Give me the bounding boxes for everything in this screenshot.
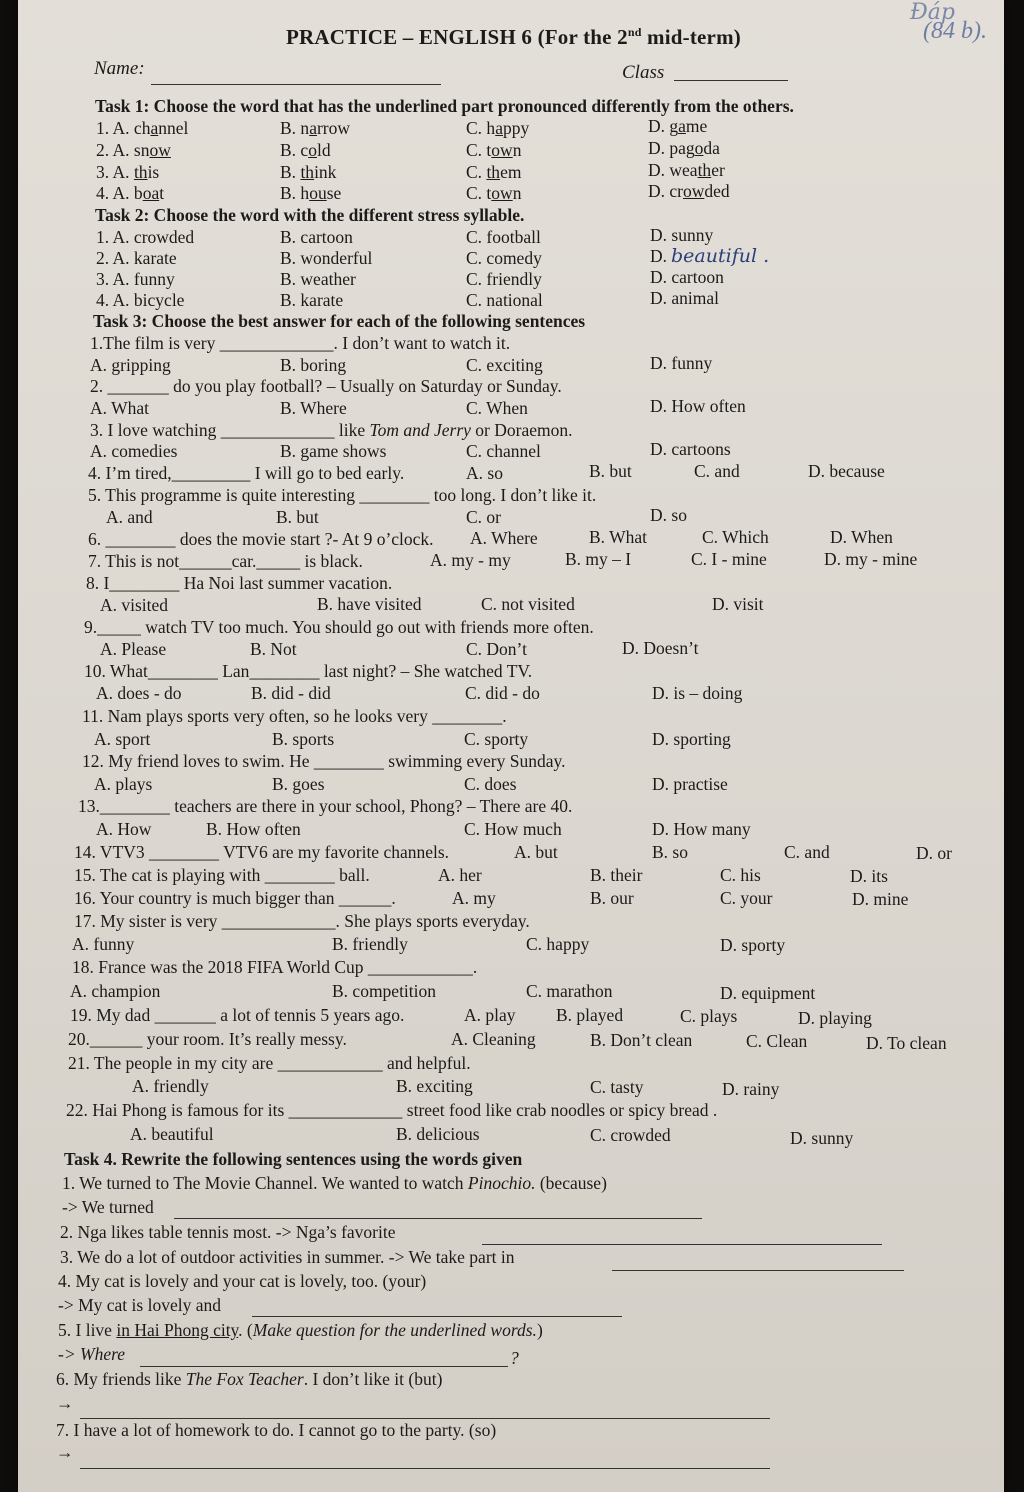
q12-option-b[interactable]: B. goes bbox=[272, 774, 325, 794]
question-13: 13.________ teachers are there in your school, Phong? – There are 40. bbox=[78, 796, 573, 816]
q11-option-d[interactable]: D. sporting bbox=[652, 729, 731, 749]
t2-q3-option-a[interactable]: 3. A. funny bbox=[96, 269, 175, 289]
q6-option-c[interactable]: C. Which bbox=[702, 527, 769, 547]
task1-heading: Task 1: Choose the word that has the underlined part pronounced differently from the others. bbox=[95, 96, 794, 116]
q16-option-d[interactable]: D. mine bbox=[852, 889, 909, 909]
rewrite-3-prompt: 3. We do a lot of outdoor activities in summer. -> We take part in bbox=[60, 1247, 515, 1267]
q21-option-b[interactable]: B. exciting bbox=[396, 1076, 473, 1096]
page-title: PRACTICE – ENGLISH 6 (For the 2nd mid-term) bbox=[286, 25, 741, 49]
q19-option-a[interactable]: A. play bbox=[464, 1005, 516, 1025]
q11-option-c[interactable]: C. sporty bbox=[464, 729, 529, 749]
t1-q3-option-c[interactable]: C. them bbox=[466, 162, 522, 182]
t1-q1-option-b[interactable]: B. narrow bbox=[280, 118, 351, 138]
t2-q1-option-d[interactable]: D. sunny bbox=[650, 225, 714, 245]
q7-option-b[interactable]: B. my – I bbox=[565, 549, 632, 569]
q14-option-a[interactable]: A. but bbox=[514, 842, 558, 862]
q15-option-b[interactable]: B. their bbox=[590, 865, 643, 885]
q10-option-c[interactable]: C. did - do bbox=[465, 683, 540, 703]
handwritten-note: Đáp bbox=[910, 0, 955, 25]
question-20: 20.______ your room. It’s really messy. bbox=[68, 1029, 347, 1049]
q18-option-a[interactable]: A. champion bbox=[70, 981, 161, 1001]
q4-option-c[interactable]: C. and bbox=[694, 461, 740, 481]
q9-option-d[interactable]: D. Doesn’t bbox=[622, 638, 699, 658]
q3-option-b[interactable]: B. game shows bbox=[280, 441, 387, 461]
q12-option-a[interactable]: A. plays bbox=[94, 774, 153, 794]
q2-option-a[interactable]: A. What bbox=[90, 398, 149, 418]
rewrite-5-end: ? bbox=[510, 1348, 519, 1368]
rewrite-7-arrow: → bbox=[56, 1442, 74, 1462]
q14-option-b[interactable]: B. so bbox=[652, 842, 688, 862]
background-left bbox=[0, 0, 18, 1492]
q15-option-c[interactable]: C. his bbox=[720, 865, 761, 885]
question-7: 7. This is not______car._____ is black. bbox=[88, 551, 363, 571]
q7-option-a[interactable]: A. my - my bbox=[430, 550, 511, 570]
rewrite-3-answer-line[interactable] bbox=[612, 1270, 904, 1271]
rewrite-5-start: -> Where bbox=[58, 1344, 126, 1364]
t2-q4-option-d[interactable]: D. animal bbox=[650, 288, 720, 308]
q3-option-d[interactable]: D. cartoons bbox=[650, 439, 731, 459]
t2-q1-option-a[interactable]: 1. A. crowded bbox=[96, 227, 195, 247]
question-12: 12. My friend loves to swim. He ________ swimming every Sunday. bbox=[82, 751, 566, 771]
q4-option-a[interactable]: A. so bbox=[466, 463, 503, 483]
question-22: 22. Hai Phong is famous for its _____________ street food like crab noodles or spicy bread . bbox=[66, 1100, 718, 1120]
q18-option-c[interactable]: C. marathon bbox=[526, 981, 613, 1001]
q9-option-a[interactable]: A. Please bbox=[100, 639, 167, 659]
question-3: 3. I love watching _____________ like Tom and Jerry or Doraemon. bbox=[90, 420, 573, 440]
q17-option-c[interactable]: C. happy bbox=[526, 934, 590, 954]
q17-option-b[interactable]: B. friendly bbox=[332, 934, 408, 954]
q13-option-a[interactable]: A. How bbox=[96, 819, 152, 839]
q11-option-b[interactable]: B. sports bbox=[272, 729, 335, 749]
rewrite-1-start: -> We turned bbox=[62, 1197, 154, 1217]
rewrite-6-prompt: 6. My friends like The Fox Teacher. I don’t like it (but) bbox=[56, 1369, 443, 1389]
q15-option-a[interactable]: A. her bbox=[438, 865, 482, 885]
t2-q3-option-c[interactable]: C. friendly bbox=[466, 269, 542, 289]
q15-option-d[interactable]: D. its bbox=[850, 866, 888, 886]
q20-option-c[interactable]: C. Clean bbox=[746, 1031, 808, 1051]
t1-q4-option-b[interactable]: B. house bbox=[280, 183, 342, 203]
q5-option-c[interactable]: C. or bbox=[466, 507, 501, 527]
rewrite-6-answer-line[interactable] bbox=[80, 1418, 770, 1419]
q21-option-c[interactable]: C. tasty bbox=[590, 1077, 644, 1097]
q22-option-c[interactable]: C. crowded bbox=[590, 1125, 671, 1145]
q16-option-c[interactable]: C. your bbox=[720, 888, 773, 908]
t1-q2-option-b[interactable]: B. cold bbox=[280, 140, 331, 160]
t2-q4-option-b[interactable]: B. karate bbox=[280, 290, 344, 310]
question-16: 16. Your country is much bigger than ______. bbox=[74, 888, 396, 908]
handwritten-answer: beautiful . bbox=[671, 245, 770, 267]
t1-q4-option-d[interactable]: D. crowded bbox=[648, 181, 730, 201]
question-19: 19. My dad _______ a lot of tennis 5 years ago. bbox=[70, 1005, 405, 1025]
question-11: 11. Nam plays sports very often, so he looks very ________. bbox=[82, 706, 507, 726]
t1-q1-option-d[interactable]: D. game bbox=[648, 116, 708, 136]
q21-option-d[interactable]: D. rainy bbox=[722, 1079, 780, 1099]
t1-q3-option-d[interactable]: D. weather bbox=[648, 160, 725, 180]
t2-q2-option-c[interactable]: C. comedy bbox=[466, 248, 542, 268]
q20-option-a[interactable]: A. Cleaning bbox=[451, 1029, 536, 1049]
class-field[interactable] bbox=[674, 80, 788, 81]
t2-q1-option-b[interactable]: B. cartoon bbox=[280, 227, 353, 247]
q13-option-b[interactable]: B. How often bbox=[206, 819, 301, 839]
question-15: 15. The cat is playing with ________ ball. bbox=[74, 865, 370, 885]
q6-option-a[interactable]: A. Where bbox=[470, 528, 538, 548]
question-5: 5. This programme is quite interesting ________ too long. I don’t like it. bbox=[88, 485, 597, 505]
rewrite-2-answer-line[interactable] bbox=[482, 1244, 882, 1245]
q17-option-d[interactable]: D. sporty bbox=[720, 935, 786, 955]
q11-option-a[interactable]: A. sport bbox=[94, 729, 151, 749]
q2-option-b[interactable]: B. Where bbox=[280, 398, 347, 418]
q22-option-b[interactable]: B. delicious bbox=[396, 1124, 480, 1144]
rewrite-1-prompt: 1. We turned to The Movie Channel. We wanted to watch Pinochio. (because) bbox=[62, 1173, 607, 1193]
question-10: 10. What________ Lan________ last night? – She watched TV. bbox=[84, 661, 533, 681]
question-21: 21. The people in my city are ____________ and helpful. bbox=[68, 1053, 471, 1073]
rewrite-7-answer-line[interactable] bbox=[80, 1468, 770, 1469]
t2-q1-option-c[interactable]: C. football bbox=[466, 227, 541, 247]
q16-option-a[interactable]: A. my bbox=[452, 888, 496, 908]
q5-option-a[interactable]: A. and bbox=[106, 507, 153, 527]
q10-option-d[interactable]: D. is – doing bbox=[652, 683, 743, 703]
task2-heading: Task 2: Choose the word with the different stress syllable. bbox=[95, 205, 525, 225]
t2-q3-option-b[interactable]: B. weather bbox=[280, 269, 356, 289]
q16-option-b[interactable]: B. our bbox=[590, 888, 634, 908]
t1-q2-option-d[interactable]: D. pagoda bbox=[648, 138, 720, 158]
q14-option-d[interactable]: D. or bbox=[916, 843, 952, 863]
t1-q3-option-b[interactable]: B. think bbox=[280, 162, 337, 182]
question-8: 8. I________ Ha Noi last summer vacation. bbox=[86, 573, 393, 593]
q6-option-b[interactable]: B. What bbox=[589, 527, 648, 547]
q7-option-d[interactable]: D. my - mine bbox=[824, 549, 918, 569]
question-17: 17. My sister is very _____________. She plays sports everyday. bbox=[74, 911, 530, 931]
q18-option-d[interactable]: D. equipment bbox=[720, 983, 816, 1003]
q14-option-c[interactable]: C. and bbox=[784, 842, 830, 862]
q9-option-b[interactable]: B. Not bbox=[250, 639, 297, 659]
rewrite-4-prompt: 4. My cat is lovely and your cat is lovely, too. (your) bbox=[58, 1271, 427, 1291]
rewrite-7-prompt: 7. I have a lot of homework to do. I cannot go to the party. (so) bbox=[56, 1420, 497, 1440]
q8-option-c[interactable]: C. not visited bbox=[481, 594, 575, 614]
t1-q2-option-c[interactable]: C. town bbox=[466, 140, 522, 160]
t2-q4-option-c[interactable]: C. national bbox=[466, 290, 543, 310]
q2-option-c[interactable]: C. When bbox=[466, 398, 528, 418]
question-6: 6. ________ does the movie start ?- At 9 o’clock. bbox=[88, 529, 434, 549]
question-9: 9._____ watch TV too much. You should go out with friends more often. bbox=[84, 617, 594, 637]
q5-option-b[interactable]: B. but bbox=[276, 507, 319, 527]
q20-option-d[interactable]: D. To clean bbox=[866, 1033, 947, 1053]
q18-option-b[interactable]: B. competition bbox=[332, 981, 437, 1001]
t1-q4-option-a[interactable]: 4. A. boat bbox=[96, 183, 165, 203]
q3-option-c[interactable]: C. channel bbox=[466, 441, 541, 461]
q19-option-b[interactable]: B. played bbox=[556, 1005, 624, 1025]
rewrite-4-start: -> My cat is lovely and bbox=[58, 1295, 221, 1315]
name-label: Name: bbox=[94, 58, 145, 79]
q12-option-c[interactable]: C. does bbox=[464, 774, 517, 794]
q1-option-a[interactable]: A. gripping bbox=[90, 355, 171, 375]
q5-option-d[interactable]: D. so bbox=[650, 505, 687, 525]
task4-heading: Task 4. Rewrite the following sentences using the words given bbox=[64, 1149, 523, 1169]
q13-option-d[interactable]: D. How many bbox=[652, 819, 751, 839]
worksheet-paper bbox=[18, 0, 1004, 1492]
rewrite-6-arrow: → bbox=[56, 1393, 74, 1413]
t1-q1-option-a[interactable]: 1. A. channel bbox=[96, 118, 189, 138]
name-field[interactable] bbox=[151, 84, 441, 85]
q22-option-d[interactable]: D. sunny bbox=[790, 1128, 854, 1148]
q13-option-c[interactable]: C. How much bbox=[464, 819, 562, 839]
q9-option-c[interactable]: C. Don’t bbox=[466, 639, 527, 659]
q17-option-a[interactable]: A. funny bbox=[72, 934, 135, 954]
q22-option-a[interactable]: A. beautiful bbox=[130, 1124, 214, 1144]
q8-option-b[interactable]: B. have visited bbox=[317, 594, 422, 614]
question-14: 14. VTV3 ________ VTV6 are my favorite channels. bbox=[74, 842, 450, 862]
q2-option-d[interactable]: D. How often bbox=[650, 396, 746, 416]
q4-option-d[interactable]: D. because bbox=[808, 461, 885, 481]
q10-option-a[interactable]: A. does - do bbox=[96, 683, 182, 703]
handwritten-code: (84 b). bbox=[923, 18, 987, 44]
t1-q2-option-a[interactable]: 2. A. snow bbox=[96, 140, 171, 160]
rewrite-5-prompt: 5. I live in Hai Phong city. (Make question for the underlined words.) bbox=[58, 1320, 543, 1340]
background-right bbox=[1004, 0, 1024, 1492]
t1-q1-option-c[interactable]: C. happy bbox=[466, 118, 530, 138]
t1-q4-option-c[interactable]: C. town bbox=[466, 183, 522, 203]
q1-option-c[interactable]: C. exciting bbox=[466, 355, 543, 375]
q21-option-a[interactable]: A. friendly bbox=[132, 1076, 209, 1096]
question-4: 4. I’m tired,_________ I will go to bed early. bbox=[88, 463, 405, 483]
q1-option-d[interactable]: D. funny bbox=[650, 353, 713, 373]
t2-q2-option-b[interactable]: B. wonderful bbox=[280, 248, 373, 268]
t2-q2-option-d[interactable]: D. beautiful . bbox=[650, 245, 770, 267]
t2-q2-option-a[interactable]: 2. A. karate bbox=[96, 248, 177, 268]
question-2: 2. _______ do you play football? – Usually on Saturday or Sunday. bbox=[90, 376, 562, 396]
t2-q4-option-a[interactable]: 4. A. bicycle bbox=[96, 290, 185, 310]
t1-q3-option-a[interactable]: 3. A. this bbox=[96, 162, 160, 182]
q12-option-d[interactable]: D. practise bbox=[652, 774, 728, 794]
q8-option-a[interactable]: A. visited bbox=[100, 595, 169, 615]
question-18: 18. France was the 2018 FIFA World Cup ____________. bbox=[72, 957, 478, 977]
task3-heading: Task 3: Choose the best answer for each of the following sentences bbox=[93, 311, 586, 331]
q7-option-c[interactable]: C. I - mine bbox=[691, 549, 767, 569]
q19-option-d[interactable]: D. playing bbox=[798, 1008, 872, 1028]
q3-option-a[interactable]: A. comedies bbox=[90, 441, 178, 461]
q4-option-b[interactable]: B. but bbox=[589, 461, 632, 481]
q8-option-d[interactable]: D. visit bbox=[712, 594, 764, 614]
rewrite-2-prompt: 2. Nga likes table tennis most. -> Nga’s favorite bbox=[60, 1222, 396, 1242]
class-label: Class bbox=[622, 62, 665, 83]
rewrite-1-answer-line[interactable] bbox=[174, 1218, 702, 1219]
rewrite-4-answer-line[interactable] bbox=[252, 1316, 622, 1317]
rewrite-5-answer-line[interactable] bbox=[140, 1366, 508, 1367]
t2-q3-option-d[interactable]: D. cartoon bbox=[650, 267, 724, 287]
question-1: 1.The film is very _____________. I don’t want to watch it. bbox=[90, 333, 511, 353]
q19-option-c[interactable]: C. plays bbox=[680, 1006, 738, 1026]
q10-option-b[interactable]: B. did - did bbox=[251, 683, 331, 703]
q1-option-b[interactable]: B. boring bbox=[280, 355, 347, 375]
q6-option-d[interactable]: D. When bbox=[830, 527, 893, 547]
q20-option-b[interactable]: B. Don’t clean bbox=[590, 1030, 693, 1050]
